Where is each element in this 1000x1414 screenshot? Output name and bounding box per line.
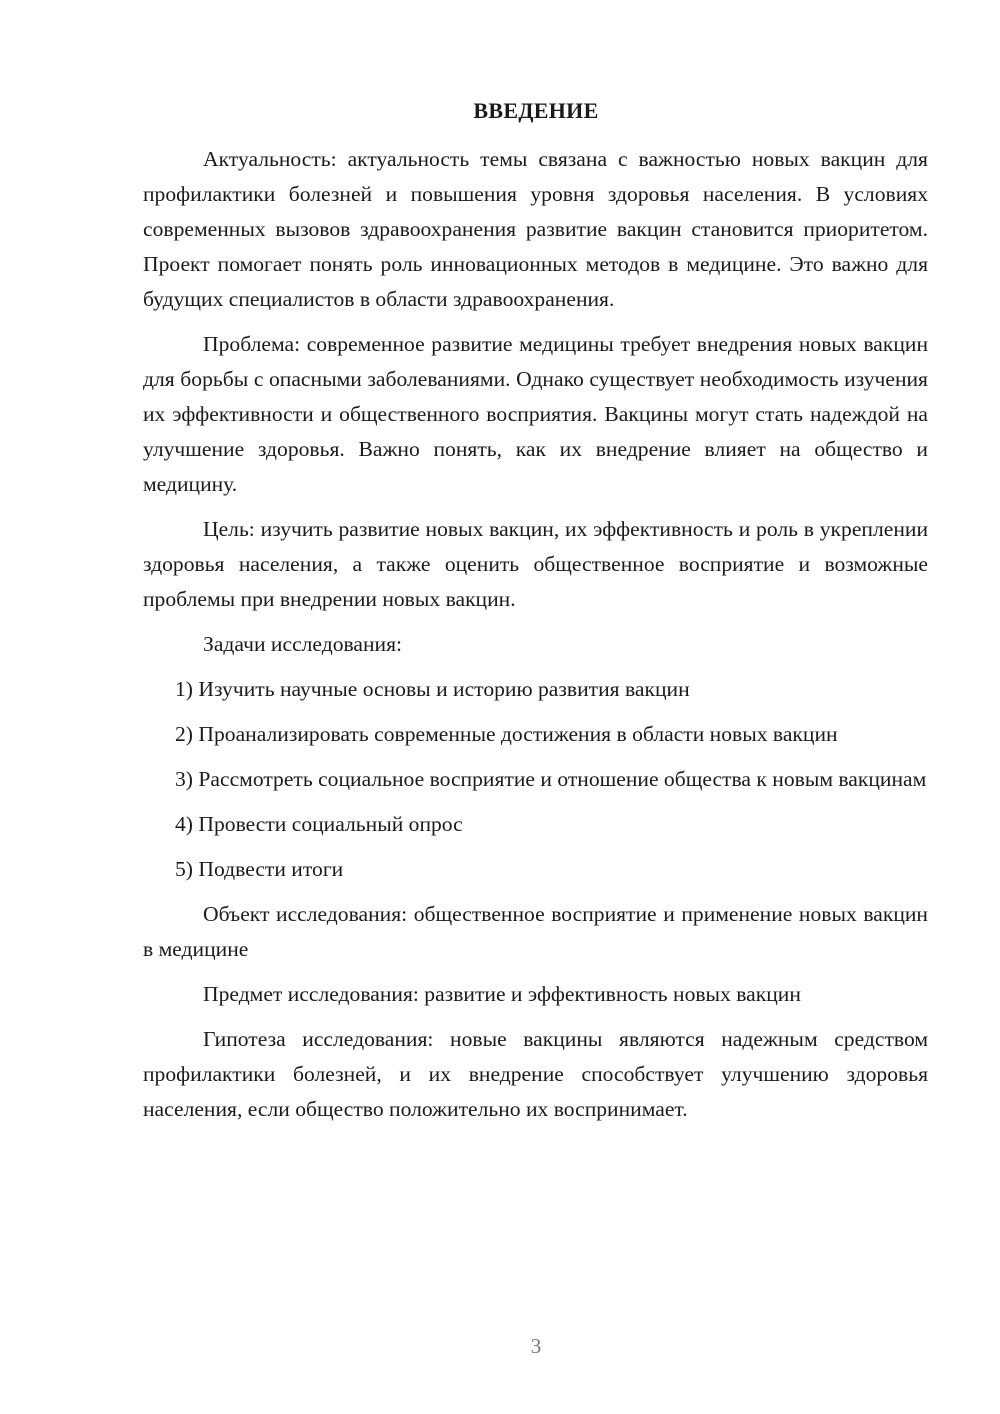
page-number: 3 (530, 1334, 542, 1358)
paragraph-tasks-heading: Задачи исследования: (203, 632, 403, 656)
paragraph-goal: Цель: изучить развитие новых вакцин, их эффективность и роль в укреплении здоровья населения, а также оценить общественное восприятие и возможные проблемы при внедрении новых вакцин. (143, 517, 928, 611)
document-body (143, 142, 928, 1127)
paragraph-subject: Предмет исследования: развитие и эффективность новых вакцин (203, 982, 801, 1006)
paragraph-problem: Проблема: современное развитие медицины требует внедрения новых вакцин для борьбы с опасными заболеваниями. Однако существует необходимость изучения их эффективности и общественного восприятия. Вакцины могут стать надеждой на улучшение здоровья. Важно понять, как их внедрение влияет на общество и медицину. (143, 332, 928, 496)
paragraph-object: Объект исследования: общественное восприятие и применение новых вакцин в медицине (143, 902, 928, 961)
task-item-3: 3) Рассмотреть социальное восприятие и отношение общества к новым вакцинам (175, 767, 927, 791)
paragraph-hypothesis: Гипотеза исследования: новые вакцины являются надежным средством профилактики болезней, и их внедрение способствует улучшению здоровья населения, если общество положительно их воспринимает. (143, 1027, 928, 1121)
paragraph-relevance: Актуальность: актуальность темы связана с важностью новых вакцин для профилактики болезней и повышения уровня здоровья населения. В условиях современных вызовов здравоохранения развитие вакцин становится приоритетом. Проект помогает понять роль инновационных методов в медицине. Это важно для будущих специалистов в области здравоохранения. (143, 147, 928, 311)
section-title: ВВЕДЕНИЕ (473, 98, 599, 123)
task-item-5: 5) Подвести итоги (175, 857, 344, 881)
task-item-4: 4) Провести социальный опрос (175, 812, 463, 836)
task-item-2: 2) Проанализировать современные достижения в области новых вакцин (175, 722, 838, 746)
task-item-1: 1) Изучить научные основы и историю развития вакцин (175, 677, 690, 701)
